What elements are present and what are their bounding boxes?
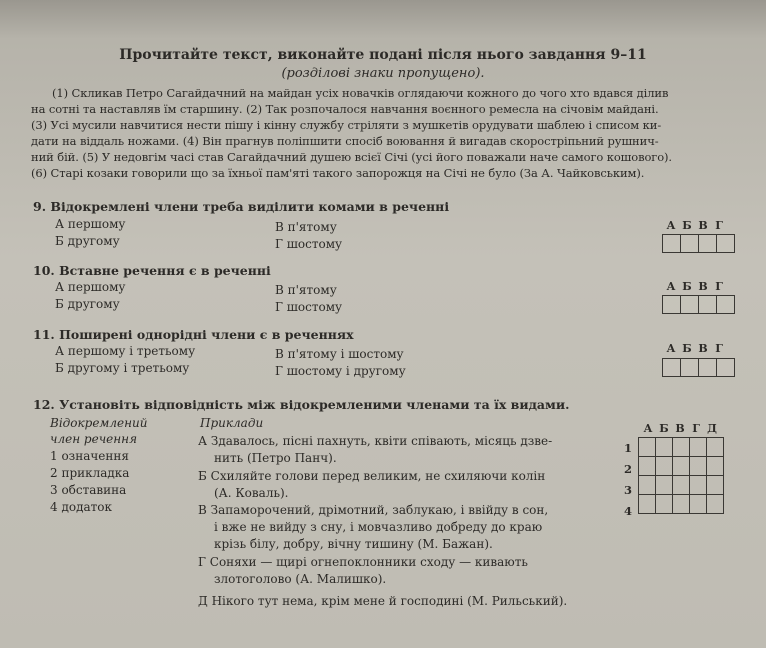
type-item: 2 прикладка bbox=[50, 466, 130, 480]
answer-letters: А Б В Г Д bbox=[643, 422, 717, 435]
answer-cell[interactable] bbox=[673, 476, 690, 495]
answer-cell[interactable] bbox=[673, 457, 690, 476]
answer-letters: А Б В Г bbox=[666, 219, 723, 232]
example-line: злотоголово (А. Малишко). bbox=[214, 572, 387, 586]
example-line: Д Нікого тут нема, крім мене й господині (М. Рильський). bbox=[198, 594, 568, 608]
example-line: нить (Петро Панч). bbox=[214, 451, 337, 465]
option-a: А першому і третьому bbox=[55, 344, 196, 358]
row-number: 3 bbox=[624, 483, 633, 497]
answer-cell[interactable] bbox=[680, 358, 699, 377]
answer-cell[interactable] bbox=[662, 234, 681, 253]
answer-cell[interactable] bbox=[707, 438, 724, 457]
answer-cell[interactable] bbox=[673, 495, 690, 514]
option-g: Г шостому bbox=[275, 237, 343, 251]
answer-cell[interactable] bbox=[680, 234, 699, 253]
answer-cell[interactable] bbox=[690, 476, 707, 495]
passage-line: (1) Скликав Петро Сагайдачний на майдан усіх новачків оглядаючи кожного до чого хто вдався ділив bbox=[52, 86, 669, 100]
example-line: Г Соняхи — щирі огнепоклонники сходу — кивають bbox=[198, 555, 528, 569]
option-b: Б другому і третьому bbox=[55, 361, 190, 375]
answer-cell[interactable] bbox=[690, 457, 707, 476]
answer-cell[interactable] bbox=[707, 476, 724, 495]
answer-grid-9[interactable] bbox=[662, 234, 734, 253]
row-number: 1 bbox=[624, 441, 633, 455]
answer-letters: А Б В Г bbox=[666, 342, 723, 355]
option-v: В п'ятому bbox=[275, 220, 337, 234]
example-line: крізь білу, добру, вічну тишину (М. Бажан). bbox=[214, 537, 493, 551]
example-line: (А. Коваль). bbox=[214, 486, 289, 500]
answer-cell[interactable] bbox=[698, 358, 717, 377]
answer-cell[interactable] bbox=[716, 295, 735, 314]
answer-cell[interactable] bbox=[680, 295, 699, 314]
answer-grid-10[interactable] bbox=[662, 295, 734, 314]
type-item: 4 додаток bbox=[50, 500, 112, 514]
option-a: А першому bbox=[55, 217, 126, 231]
example-line: А Здавалось, пісні пахнуть, квіти співають, місяць дзве- bbox=[198, 434, 553, 448]
passage-line: на сотні та наставляв їм старшину. (2) Так розпочалося навчання воєнного ремесла на січовім майдані. bbox=[31, 102, 659, 116]
answer-cell[interactable] bbox=[673, 438, 690, 457]
option-b: Б другому bbox=[55, 297, 120, 311]
answer-cell[interactable] bbox=[656, 476, 673, 495]
answer-cell[interactable] bbox=[707, 495, 724, 514]
answer-cell[interactable] bbox=[662, 295, 681, 314]
answer-cell[interactable] bbox=[698, 234, 717, 253]
answer-matrix-12[interactable] bbox=[638, 437, 724, 514]
answer-cell[interactable] bbox=[716, 234, 735, 253]
answer-cell[interactable] bbox=[656, 457, 673, 476]
answer-cell[interactable] bbox=[690, 438, 707, 457]
answer-cell[interactable] bbox=[656, 495, 673, 514]
answer-cell[interactable] bbox=[707, 457, 724, 476]
answer-cell[interactable] bbox=[639, 438, 656, 457]
example-line: і вже не вийду з сну, і мовчазливо добреду до краю bbox=[214, 520, 543, 534]
column-header-right: Приклади bbox=[200, 416, 264, 430]
answer-cell[interactable] bbox=[716, 358, 735, 377]
passage-line: (3) Усі мусили навчитися нести пішу і кінну службу стріляти з мушкетів орудувати шаблею і списом ки- bbox=[31, 118, 662, 132]
type-item: 1 означення bbox=[50, 449, 129, 463]
answer-cell[interactable] bbox=[639, 495, 656, 514]
answer-grid-11[interactable] bbox=[662, 358, 734, 377]
answer-cell[interactable] bbox=[662, 358, 681, 377]
column-header-left: Відокремлений bbox=[50, 416, 148, 430]
type-item: 3 обставина bbox=[50, 483, 127, 497]
answer-cell[interactable] bbox=[698, 295, 717, 314]
passage-line: дати на віддаль ножами. (4) Він прагнув поліпшити спосіб воювання й вигадав скоростріпьний рушнич- bbox=[31, 134, 659, 148]
question-11: 11. Поширені однорідні члени є в реченнях bbox=[33, 327, 354, 342]
option-v: В п'ятому і шостому bbox=[275, 347, 404, 361]
task-subtitle: (розділові знаки пропущено). bbox=[281, 66, 485, 81]
example-line: В Запаморочений, дрімотний, заблукаю, і ввійду в сон, bbox=[198, 503, 549, 517]
row-number: 4 bbox=[624, 504, 633, 518]
option-a: А першому bbox=[55, 280, 126, 294]
question-12: 12. Установіть відповідність між відокремленими членами та їх видами. bbox=[33, 397, 570, 412]
passage-line: ний бій. (5) У недовгім часі став Сагайдачний душею всієї Січі (усі його поважали наче самого кошового). bbox=[31, 150, 672, 164]
option-v: В п'ятому bbox=[275, 283, 337, 297]
answer-letters: А Б В Г bbox=[666, 280, 723, 293]
option-g: Г шостому bbox=[275, 300, 343, 314]
answer-cell[interactable] bbox=[690, 495, 707, 514]
answer-cell[interactable] bbox=[639, 476, 656, 495]
question-9: 9. Відокремлені члени треба виділити комами в реченні bbox=[33, 199, 450, 214]
example-line: Б Схиляйте голови перед великим, не схиляючи колін bbox=[198, 469, 546, 483]
row-number: 2 bbox=[624, 462, 633, 476]
column-header-left: член речення bbox=[50, 432, 138, 446]
answer-cell[interactable] bbox=[639, 457, 656, 476]
answer-cell[interactable] bbox=[656, 438, 673, 457]
option-g: Г шостому і другому bbox=[275, 364, 406, 378]
question-10: 10. Вставне речення є в реченні bbox=[33, 263, 271, 278]
passage-line: (6) Старі козаки говорили що за їхньої пам'яті такого запорожця на Січі не було (За А. Чайковським). bbox=[31, 166, 645, 180]
option-b: Б другому bbox=[55, 234, 120, 248]
task-title: Прочитайте текст, виконайте подані після нього завдання 9–11 bbox=[119, 47, 647, 63]
